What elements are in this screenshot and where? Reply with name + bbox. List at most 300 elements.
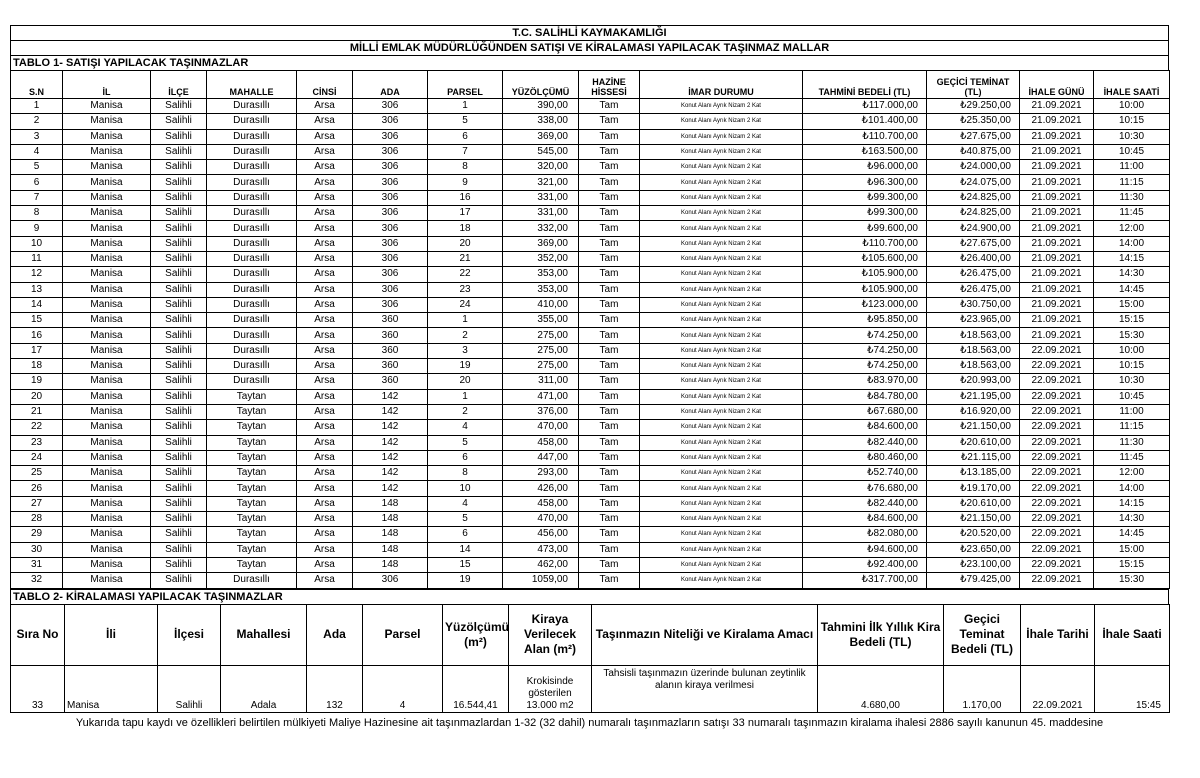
sale-cell-yuzolcumu: 353,00	[503, 282, 579, 297]
sale-cell-parsel: 14	[428, 542, 503, 557]
rental-kira: 4.680,00	[818, 665, 944, 712]
sale-cell-gun: 21.09.2021	[1020, 190, 1094, 205]
sale-cell-saat: 11:30	[1094, 435, 1170, 450]
sale-cell-gun: 22.09.2021	[1020, 374, 1094, 389]
sale-cell-teminat: ₺26.475,00	[927, 282, 1020, 297]
sale-cell-gun: 22.09.2021	[1020, 359, 1094, 374]
sale-cell-teminat: ₺19.170,00	[927, 481, 1020, 496]
rental-col-header: Yüzölçümü (m²)	[443, 604, 509, 665]
sale-cell-hisse: Tam	[579, 542, 640, 557]
sale-cell-bedel: ₺67.680,00	[803, 404, 927, 419]
rental-table	[10, 604, 1170, 713]
sale-cell-cinsi: Arsa	[297, 527, 353, 542]
sale-cell-sn: 25	[11, 466, 63, 481]
sale-cell-teminat: ₺20.993,00	[927, 374, 1020, 389]
sale-cell-gun: 22.09.2021	[1020, 527, 1094, 542]
sale-cell-yuzolcumu: 410,00	[503, 297, 579, 312]
sale-cell-teminat: ₺40.875,00	[927, 144, 1020, 159]
sale-cell-il: Manisa	[63, 328, 151, 343]
sale-cell-yuzolcumu: 331,00	[503, 190, 579, 205]
sale-cell-ilce: Salihli	[151, 542, 207, 557]
sale-cell-il: Manisa	[63, 99, 151, 114]
sale-cell-teminat: ₺23.965,00	[927, 313, 1020, 328]
sale-cell-mahalle: Durasıllı	[207, 144, 297, 159]
rental-col-header: İhale Tarihi	[1021, 604, 1095, 665]
rental-il: Manisa	[65, 665, 158, 712]
sale-cell-sn: 12	[11, 267, 63, 282]
sale-cell-ilce: Salihli	[151, 129, 207, 144]
sale-cell-cinsi: Arsa	[297, 175, 353, 190]
sale-cell-ilce: Salihli	[151, 512, 207, 527]
sale-cell-sn: 31	[11, 557, 63, 572]
sale-cell-mahalle: Durasıllı	[207, 343, 297, 358]
sale-cell-teminat: ₺18.563,00	[927, 328, 1020, 343]
sale-cell-sn: 14	[11, 297, 63, 312]
sale-cell-parsel: 17	[428, 206, 503, 221]
sale-cell-hisse: Tam	[579, 496, 640, 511]
sale-cell-yuzolcumu: 275,00	[503, 343, 579, 358]
sale-cell-teminat: ₺18.563,00	[927, 343, 1020, 358]
sale-cell-ilce: Salihli	[151, 160, 207, 175]
sale-cell-saat: 15:00	[1094, 542, 1170, 557]
sale-cell-il: Manisa	[63, 435, 151, 450]
sale-cell-mahalle: Taytan	[207, 481, 297, 496]
table-row	[11, 481, 1170, 496]
document-subtitle: MİLLİ EMLAK MÜDÜRLÜĞÜNDEN SATIŞI VE KİRALAMASI YAPILACAK TAŞINMAZ MALLAR	[10, 40, 1169, 55]
sale-cell-sn: 7	[11, 190, 63, 205]
sale-cell-teminat: ₺27.675,00	[927, 129, 1020, 144]
sale-cell-parsel: 9	[428, 175, 503, 190]
sale-cell-cinsi: Arsa	[297, 466, 353, 481]
sale-cell-ilce: Salihli	[151, 404, 207, 419]
sale-cell-bedel: ₺101.400,00	[803, 114, 927, 129]
sale-cell-bedel: ₺84.600,00	[803, 420, 927, 435]
sale-cell-ilce: Salihli	[151, 527, 207, 542]
sale-cell-ilce: Salihli	[151, 206, 207, 221]
sale-cell-ilce: Salihli	[151, 359, 207, 374]
sale-cell-teminat: ₺27.675,00	[927, 236, 1020, 251]
table-row	[11, 343, 1170, 358]
sale-col-header: CİNSİ	[297, 71, 353, 99]
sale-cell-ada: 306	[353, 282, 428, 297]
sale-cell-gun: 21.09.2021	[1020, 114, 1094, 129]
sale-cell-mahalle: Durasıllı	[207, 374, 297, 389]
rental-ada: 132	[307, 665, 363, 712]
sale-cell-bedel: ₺96.000,00	[803, 160, 927, 175]
rental-col-header: Ada	[307, 604, 363, 665]
sale-cell-saat: 11:15	[1094, 420, 1170, 435]
sale-cell-cinsi: Arsa	[297, 282, 353, 297]
sale-cell-hisse: Tam	[579, 481, 640, 496]
sale-cell-mahalle: Taytan	[207, 466, 297, 481]
sale-cell-bedel: ₺96.300,00	[803, 175, 927, 190]
sale-cell-saat: 14:30	[1094, 267, 1170, 282]
sale-cell-cinsi: Arsa	[297, 328, 353, 343]
sale-cell-saat: 15:15	[1094, 557, 1170, 572]
sale-cell-il: Manisa	[63, 221, 151, 236]
sale-cell-hisse: Tam	[579, 236, 640, 251]
sale-cell-teminat: ₺13.185,00	[927, 466, 1020, 481]
sale-cell-saat: 11:30	[1094, 190, 1170, 205]
sale-cell-bedel: ₺117.000,00	[803, 99, 927, 114]
sale-cell-yuzolcumu: 355,00	[503, 313, 579, 328]
table-row	[11, 527, 1170, 542]
sale-cell-bedel: ₺99.300,00	[803, 190, 927, 205]
sale-cell-ada: 306	[353, 251, 428, 266]
table-row	[11, 374, 1170, 389]
sale-cell-hisse: Tam	[579, 404, 640, 419]
sale-cell-bedel: ₺76.680,00	[803, 481, 927, 496]
rental-yuzolcumu: 16.544,41	[443, 665, 509, 712]
sale-cell-ada: 142	[353, 481, 428, 496]
sale-cell-imar: Konut Alanı Ayrık Nizam 2 Kat	[640, 573, 803, 588]
sale-col-header: İHALE GÜNÜ	[1020, 71, 1094, 99]
rental-saat: 15:45	[1095, 665, 1170, 712]
sale-cell-sn: 10	[11, 236, 63, 251]
sale-cell-yuzolcumu: 311,00	[503, 374, 579, 389]
sale-cell-bedel: ₺74.250,00	[803, 328, 927, 343]
sale-cell-hisse: Tam	[579, 114, 640, 129]
sale-cell-imar: Konut Alanı Ayrık Nizam 2 Kat	[640, 297, 803, 312]
sale-cell-parsel: 3	[428, 343, 503, 358]
sale-cell-parsel: 23	[428, 282, 503, 297]
sale-col-header: YÜZÖLÇÜMÜ	[503, 71, 579, 99]
sale-cell-saat: 11:15	[1094, 175, 1170, 190]
sale-cell-cinsi: Arsa	[297, 450, 353, 465]
sale-table-body	[11, 99, 1170, 589]
sale-col-header: TAHMİNİ BEDELİ (TL)	[803, 71, 927, 99]
sale-cell-hisse: Tam	[579, 512, 640, 527]
sale-cell-imar: Konut Alanı Ayrık Nizam 2 Kat	[640, 512, 803, 527]
sale-cell-yuzolcumu: 545,00	[503, 144, 579, 159]
sale-cell-yuzolcumu: 470,00	[503, 512, 579, 527]
sale-cell-gun: 21.09.2021	[1020, 175, 1094, 190]
sale-cell-gun: 22.09.2021	[1020, 435, 1094, 450]
sale-cell-cinsi: Arsa	[297, 542, 353, 557]
sale-cell-sn: 20	[11, 389, 63, 404]
sale-cell-il: Manisa	[63, 144, 151, 159]
sale-cell-bedel: ₺74.250,00	[803, 359, 927, 374]
sale-cell-imar: Konut Alanı Ayrık Nizam 2 Kat	[640, 206, 803, 221]
sale-cell-imar: Konut Alanı Ayrık Nizam 2 Kat	[640, 267, 803, 282]
sale-cell-bedel: ₺84.600,00	[803, 512, 927, 527]
sale-cell-imar: Konut Alanı Ayrık Nizam 2 Kat	[640, 343, 803, 358]
sale-cell-saat: 14:00	[1094, 481, 1170, 496]
sale-cell-ada: 148	[353, 512, 428, 527]
sale-cell-imar: Konut Alanı Ayrık Nizam 2 Kat	[640, 359, 803, 374]
sale-cell-sn: 16	[11, 328, 63, 343]
sale-cell-hisse: Tam	[579, 129, 640, 144]
sale-cell-ada: 306	[353, 144, 428, 159]
sale-cell-saat: 10:15	[1094, 114, 1170, 129]
footer-note: Yukarıda tapu kaydı ve özellikleri belirtilen mülkiyeti Maliye Hazinesine ait taşınmazlardan 1-32 (32 dahil) numaralı taşınmazların satışı 33 numaralı taşınmazın kiralama ihalesi 2886 sayılı kanunun 45. maddesine	[75, 716, 1104, 729]
sale-cell-imar: Konut Alanı Ayrık Nizam 2 Kat	[640, 251, 803, 266]
sale-cell-parsel: 22	[428, 267, 503, 282]
sale-cell-imar: Konut Alanı Ayrık Nizam 2 Kat	[640, 557, 803, 572]
sale-cell-sn: 24	[11, 450, 63, 465]
sale-cell-cinsi: Arsa	[297, 343, 353, 358]
sale-cell-ada: 306	[353, 190, 428, 205]
sale-cell-cinsi: Arsa	[297, 160, 353, 175]
sale-cell-gun: 22.09.2021	[1020, 557, 1094, 572]
sale-cell-mahalle: Durasıllı	[207, 99, 297, 114]
sale-cell-cinsi: Arsa	[297, 496, 353, 511]
sale-cell-parsel: 6	[428, 450, 503, 465]
sale-cell-yuzolcumu: 369,00	[503, 129, 579, 144]
sale-table-header	[11, 71, 1170, 99]
rental-col-header: İhale Saati	[1095, 604, 1170, 665]
sale-cell-yuzolcumu: 470,00	[503, 420, 579, 435]
sale-cell-parsel: 8	[428, 466, 503, 481]
sale-cell-yuzolcumu: 390,00	[503, 99, 579, 114]
sale-cell-mahalle: Durasıllı	[207, 573, 297, 588]
sale-cell-imar: Konut Alanı Ayrık Nizam 2 Kat	[640, 175, 803, 190]
table-row	[11, 542, 1170, 557]
sale-cell-mahalle: Taytan	[207, 496, 297, 511]
sale-cell-ada: 306	[353, 573, 428, 588]
sale-cell-mahalle: Durasıllı	[207, 328, 297, 343]
sale-cell-teminat: ₺20.520,00	[927, 527, 1020, 542]
sale-cell-imar: Konut Alanı Ayrık Nizam 2 Kat	[640, 190, 803, 205]
sale-cell-yuzolcumu: 332,00	[503, 221, 579, 236]
sale-cell-il: Manisa	[63, 404, 151, 419]
sale-cell-cinsi: Arsa	[297, 206, 353, 221]
sale-cell-teminat: ₺21.115,00	[927, 450, 1020, 465]
rental-col-header: Tahmini İlk Yıllık Kira Bedeli (TL)	[818, 604, 944, 665]
sale-cell-parsel: 1	[428, 389, 503, 404]
sale-cell-hisse: Tam	[579, 251, 640, 266]
sale-cell-hisse: Tam	[579, 206, 640, 221]
table-row	[11, 282, 1170, 297]
sale-cell-cinsi: Arsa	[297, 435, 353, 450]
table-row	[11, 251, 1170, 266]
sale-cell-hisse: Tam	[579, 466, 640, 481]
sale-cell-ilce: Salihli	[151, 144, 207, 159]
sale-cell-ada: 148	[353, 527, 428, 542]
sale-cell-hisse: Tam	[579, 99, 640, 114]
sale-cell-saat: 11:00	[1094, 404, 1170, 419]
sale-cell-saat: 10:00	[1094, 99, 1170, 114]
sale-cell-teminat: ₺23.100,00	[927, 557, 1020, 572]
sale-cell-sn: 9	[11, 221, 63, 236]
sale-cell-teminat: ₺79.425,00	[927, 573, 1020, 588]
sale-cell-ilce: Salihli	[151, 496, 207, 511]
sale-cell-mahalle: Taytan	[207, 527, 297, 542]
sale-cell-il: Manisa	[63, 542, 151, 557]
sale-cell-gun: 21.09.2021	[1020, 282, 1094, 297]
sale-cell-saat: 10:15	[1094, 359, 1170, 374]
sale-cell-sn: 17	[11, 343, 63, 358]
sale-cell-ilce: Salihli	[151, 420, 207, 435]
sale-cell-imar: Konut Alanı Ayrık Nizam 2 Kat	[640, 313, 803, 328]
sale-cell-teminat: ₺23.650,00	[927, 542, 1020, 557]
sale-cell-yuzolcumu: 275,00	[503, 328, 579, 343]
sale-cell-yuzolcumu: 376,00	[503, 404, 579, 419]
sale-cell-imar: Konut Alanı Ayrık Nizam 2 Kat	[640, 542, 803, 557]
sale-cell-cinsi: Arsa	[297, 129, 353, 144]
sale-cell-cinsi: Arsa	[297, 374, 353, 389]
sale-cell-gun: 21.09.2021	[1020, 236, 1094, 251]
sale-cell-sn: 27	[11, 496, 63, 511]
sale-cell-il: Manisa	[63, 374, 151, 389]
sale-cell-il: Manisa	[63, 420, 151, 435]
sale-cell-parsel: 19	[428, 359, 503, 374]
sale-cell-teminat: ₺26.475,00	[927, 267, 1020, 282]
sale-cell-saat: 12:00	[1094, 466, 1170, 481]
sale-cell-imar: Konut Alanı Ayrık Nizam 2 Kat	[640, 374, 803, 389]
sale-cell-il: Manisa	[63, 297, 151, 312]
sale-cell-imar: Konut Alanı Ayrık Nizam 2 Kat	[640, 236, 803, 251]
sale-cell-ada: 360	[353, 313, 428, 328]
sale-cell-parsel: 15	[428, 557, 503, 572]
sale-cell-hisse: Tam	[579, 160, 640, 175]
sale-cell-gun: 21.09.2021	[1020, 251, 1094, 266]
sale-cell-cinsi: Arsa	[297, 114, 353, 129]
sale-cell-hisse: Tam	[579, 282, 640, 297]
sale-cell-teminat: ₺26.400,00	[927, 251, 1020, 266]
rental-mahalle: Adala	[221, 665, 307, 712]
table-row	[11, 435, 1170, 450]
rental-col-header: Kiraya Verilecek Alan (m²)	[509, 604, 592, 665]
sale-cell-ada: 142	[353, 450, 428, 465]
sale-cell-ilce: Salihli	[151, 557, 207, 572]
table-row	[11, 206, 1170, 221]
sale-cell-cinsi: Arsa	[297, 573, 353, 588]
sale-cell-il: Manisa	[63, 282, 151, 297]
sale-cell-imar: Konut Alanı Ayrık Nizam 2 Kat	[640, 144, 803, 159]
sale-cell-saat: 10:45	[1094, 389, 1170, 404]
sale-cell-sn: 22	[11, 420, 63, 435]
sale-cell-parsel: 21	[428, 251, 503, 266]
sale-cell-saat: 15:30	[1094, 573, 1170, 588]
sale-cell-mahalle: Durasıllı	[207, 129, 297, 144]
sale-cell-imar: Konut Alanı Ayrık Nizam 2 Kat	[640, 221, 803, 236]
table-row	[11, 404, 1170, 419]
sale-col-header: İMAR DURUMU	[640, 71, 803, 99]
sale-cell-imar: Konut Alanı Ayrık Nizam 2 Kat	[640, 160, 803, 175]
sale-cell-bedel: ₺99.600,00	[803, 221, 927, 236]
sale-cell-ilce: Salihli	[151, 481, 207, 496]
table-row	[11, 297, 1170, 312]
sale-col-header: İL	[63, 71, 151, 99]
sale-cell-il: Manisa	[63, 175, 151, 190]
sale-cell-mahalle: Taytan	[207, 404, 297, 419]
sale-cell-parsel: 5	[428, 435, 503, 450]
sale-cell-mahalle: Taytan	[207, 389, 297, 404]
sale-cell-gun: 22.09.2021	[1020, 389, 1094, 404]
sale-cell-gun: 22.09.2021	[1020, 573, 1094, 588]
sale-cell-ada: 306	[353, 129, 428, 144]
sale-cell-saat: 14:45	[1094, 527, 1170, 542]
table-row	[11, 236, 1170, 251]
sale-cell-parsel: 7	[428, 144, 503, 159]
sale-cell-cinsi: Arsa	[297, 236, 353, 251]
sale-cell-parsel: 4	[428, 420, 503, 435]
rental-nitelik: Tahsisli taşınmazın üzerinde bulunan zeytinlik alanın kiraya verilmesi	[592, 665, 818, 712]
sale-cell-teminat: ₺18.563,00	[927, 359, 1020, 374]
sale-cell-il: Manisa	[63, 251, 151, 266]
sale-cell-hisse: Tam	[579, 343, 640, 358]
sale-cell-sn: 5	[11, 160, 63, 175]
sale-cell-gun: 22.09.2021	[1020, 343, 1094, 358]
sale-cell-bedel: ₺82.440,00	[803, 496, 927, 511]
table-row	[11, 359, 1170, 374]
rental-tarih: 22.09.2021	[1021, 665, 1095, 712]
sale-cell-ada: 306	[353, 267, 428, 282]
document-title: T.C. SALİHLİ KAYMAKAMLIĞI	[10, 25, 1169, 40]
sale-cell-teminat: ₺21.150,00	[927, 512, 1020, 527]
sale-cell-yuzolcumu: 456,00	[503, 527, 579, 542]
sale-cell-sn: 29	[11, 527, 63, 542]
table-row	[11, 221, 1170, 236]
sale-cell-yuzolcumu: 331,00	[503, 206, 579, 221]
sale-cell-cinsi: Arsa	[297, 557, 353, 572]
sale-cell-gun: 21.09.2021	[1020, 221, 1094, 236]
sale-cell-hisse: Tam	[579, 313, 640, 328]
sale-cell-ilce: Salihli	[151, 267, 207, 282]
sale-cell-imar: Konut Alanı Ayrık Nizam 2 Kat	[640, 481, 803, 496]
table-row	[11, 190, 1170, 205]
sale-cell-yuzolcumu: 369,00	[503, 236, 579, 251]
sale-cell-hisse: Tam	[579, 450, 640, 465]
rental-teminat: 1.170,00	[944, 665, 1021, 712]
rental-table-header	[11, 604, 1170, 665]
sale-cell-il: Manisa	[63, 481, 151, 496]
sale-cell-ada: 148	[353, 557, 428, 572]
sale-cell-gun: 21.09.2021	[1020, 144, 1094, 159]
sale-cell-imar: Konut Alanı Ayrık Nizam 2 Kat	[640, 420, 803, 435]
sale-cell-hisse: Tam	[579, 190, 640, 205]
sale-cell-yuzolcumu: 447,00	[503, 450, 579, 465]
sale-cell-teminat: ₺20.610,00	[927, 435, 1020, 450]
rental-col-header: Parsel	[363, 604, 443, 665]
sale-cell-mahalle: Durasıllı	[207, 267, 297, 282]
sale-cell-ilce: Salihli	[151, 313, 207, 328]
sale-cell-parsel: 1	[428, 313, 503, 328]
sale-cell-ilce: Salihli	[151, 251, 207, 266]
sale-cell-saat: 14:15	[1094, 251, 1170, 266]
sale-cell-sn: 23	[11, 435, 63, 450]
sale-cell-hisse: Tam	[579, 420, 640, 435]
sale-cell-il: Manisa	[63, 236, 151, 251]
rental-sira: 33	[11, 665, 65, 712]
sale-cell-sn: 11	[11, 251, 63, 266]
sale-cell-parsel: 5	[428, 114, 503, 129]
sale-cell-parsel: 8	[428, 160, 503, 175]
sale-cell-il: Manisa	[63, 450, 151, 465]
sale-col-header: S.N	[11, 71, 63, 99]
sale-cell-parsel: 4	[428, 496, 503, 511]
sale-cell-sn: 15	[11, 313, 63, 328]
sale-cell-ada: 142	[353, 389, 428, 404]
sale-cell-yuzolcumu: 458,00	[503, 435, 579, 450]
sale-cell-saat: 10:30	[1094, 374, 1170, 389]
sale-cell-bedel: ₺99.300,00	[803, 206, 927, 221]
sale-cell-cinsi: Arsa	[297, 420, 353, 435]
sale-table	[10, 70, 1170, 589]
sale-cell-mahalle: Durasıllı	[207, 359, 297, 374]
sale-cell-hisse: Tam	[579, 144, 640, 159]
sale-cell-ada: 306	[353, 221, 428, 236]
sale-cell-yuzolcumu: 275,00	[503, 359, 579, 374]
sale-cell-saat: 10:45	[1094, 144, 1170, 159]
sale-cell-saat: 11:00	[1094, 160, 1170, 175]
sale-cell-ada: 142	[353, 420, 428, 435]
sale-cell-cinsi: Arsa	[297, 389, 353, 404]
sale-cell-il: Manisa	[63, 359, 151, 374]
sale-cell-gun: 22.09.2021	[1020, 450, 1094, 465]
sale-cell-gun: 22.09.2021	[1020, 466, 1094, 481]
